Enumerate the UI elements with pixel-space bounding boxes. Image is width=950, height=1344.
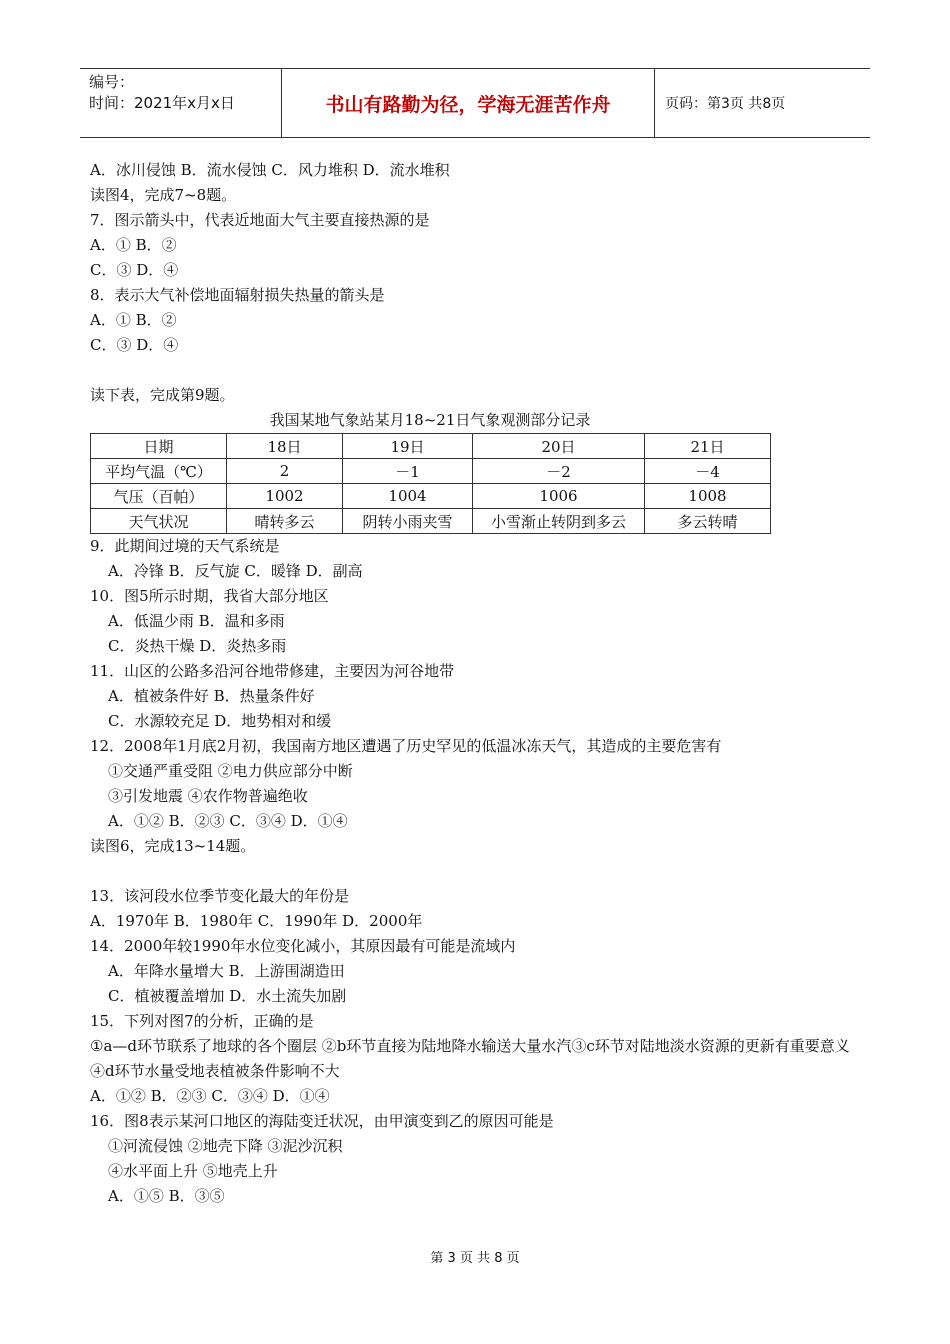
table-cell: －2 (473, 459, 645, 484)
table-cell: －1 (343, 459, 473, 484)
table-title: 我国某地气象站某月18~21日气象观测部分记录 (269, 411, 591, 429)
text-line: A．① B．② (90, 236, 177, 254)
question-block-d (90, 1084, 870, 1209)
text-line: A．①② B．②③ C．③④ D．①④ (90, 1087, 330, 1105)
table-cell: 20日 (473, 434, 645, 459)
table-cell: 1002 (227, 484, 343, 509)
table-cell: 18日 (227, 434, 343, 459)
text-line: C．③ D．④ (90, 261, 179, 279)
text-line: 7．图示箭头中，代表近地面大气主要直接热源的是 (90, 211, 430, 229)
text-line: A．冰川侵蚀 B．流水侵蚀 C．风力堆积 D．流水堆积 (90, 161, 450, 179)
text-line: ①交通严重受阻 ②电力供应部分中断 (108, 762, 353, 780)
text-line: 读图6，完成13~14题。 (90, 837, 256, 855)
table-row (91, 459, 771, 484)
text-line: C．炎热干燥 D．炎热多雨 (108, 637, 287, 655)
table-intro: 读下表，完成第9题。 (90, 386, 235, 404)
text-line: 11．山区的公路多沿河谷地带修建，主要因为河谷地带 (90, 662, 455, 680)
question-block-b (90, 534, 870, 859)
text-line: C．③ D．④ (90, 336, 179, 354)
text-line: ①河流侵蚀 ②地壳下降 ③泥沙沉积 (108, 1137, 343, 1155)
text-line: 14．2000年较1990年水位变化减小，其原因最有可能是流域内 (90, 937, 516, 955)
text-line: 读图4，完成7~8题。 (90, 186, 237, 204)
table-cell: 小雪渐止转阴到多云 (473, 509, 645, 534)
q15-statement: ①a—d环节联系了地球的各个圈层 ②b环节直接为陆地降水输送大量水汽③c环节对陆地淡水资源的更新有重要意义 ④d环节水量受地表植被条件影响不大 (90, 1037, 850, 1080)
question-block-c (90, 884, 870, 1034)
text-line: A．①② B．②③ C．③④ D．①④ (108, 812, 348, 830)
text-line: A．1970年 B．1980年 C．1990年 D．2000年 (90, 912, 423, 930)
document-header (80, 68, 870, 138)
header-page-label: 页码：第3页 共8页 (665, 96, 786, 112)
table-row (91, 509, 771, 534)
table-cell: 19日 (343, 434, 473, 459)
text-line: C．水源较充足 D．地势相对和缓 (108, 712, 332, 730)
table-cell: 多云转晴 (645, 509, 771, 534)
table-cell: 日期 (91, 434, 227, 459)
table-cell: 阴转小雨夹雪 (343, 509, 473, 534)
table-cell: 晴转多云 (227, 509, 343, 534)
text-line: ③引发地震 ④农作物普遍绝收 (108, 787, 308, 805)
table-cell: 天气状况 (91, 509, 227, 534)
spacer (90, 859, 870, 884)
table-cell: 平均气温（℃） (91, 459, 227, 484)
table-row (91, 434, 771, 459)
header-meta (80, 69, 282, 137)
table-cell: 2 (227, 459, 343, 484)
text-line: A．①⑤ B．③⑤ (108, 1187, 225, 1205)
text-line: C．植被覆盖增加 D．水土流失加剧 (108, 987, 347, 1005)
text-line: 16．图8表示某河口地区的海陆变迁状况，由甲演变到乙的原因可能是 (90, 1112, 554, 1130)
text-line: A．低温少雨 B．温和多雨 (108, 612, 285, 630)
text-line: ④水平面上升 ⑤地壳上升 (108, 1162, 278, 1180)
text-line: A．冷锋 B．反气旋 C．暖锋 D．副高 (108, 562, 363, 580)
text-line: 13．该河段水位季节变化最大的年份是 (90, 887, 350, 905)
text-line: 8．表示大气补偿地面辐射损失热量的箭头是 (90, 286, 385, 304)
text-line: 9．此期间过境的天气系统是 (90, 537, 280, 555)
text-line: 15．下列对图7的分析，正确的是 (90, 1012, 314, 1030)
text-line: A．年降水量增大 B．上游围湖造田 (108, 962, 345, 980)
header-motto: 书山有路勤为径，学海无涯苦作舟 (282, 69, 655, 137)
text-line: A．植被条件好 B．热量条件好 (108, 687, 315, 705)
table-cell: 21日 (645, 434, 771, 459)
weather-table (90, 433, 771, 534)
page-footer: 第 3 页 共 8 页 (430, 1251, 520, 1266)
header-number-label: 编号： (89, 73, 135, 91)
table-cell: 1008 (645, 484, 771, 509)
table-cell: 1006 (473, 484, 645, 509)
header-time-label: 时间：2021年x月x日 (89, 94, 235, 112)
table-row (91, 484, 771, 509)
text-line: 10．图5所示时期，我省大部分地区 (90, 587, 329, 605)
text-line: A．① B．② (90, 311, 177, 329)
table-cell: －4 (645, 459, 771, 484)
table-cell: 1004 (343, 484, 473, 509)
exam-content (90, 158, 870, 1209)
question-block-a (90, 158, 870, 358)
spacer (90, 358, 870, 383)
text-line: 12．2008年1月底2月初，我国南方地区遭遇了历史罕见的低温冰冻天气，其造成的主要危害有 (90, 737, 722, 755)
table-cell: 气压（百帕） (91, 484, 227, 509)
